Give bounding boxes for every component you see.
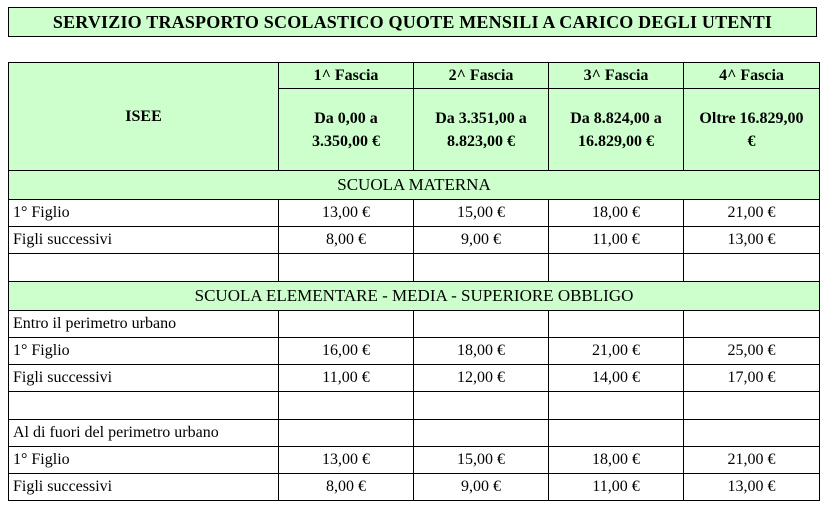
row-label: 1° Figlio — [9, 338, 279, 365]
fee-cell: 15,00 € — [414, 200, 549, 227]
blank-row — [9, 392, 820, 420]
row-label: Figli successivi — [9, 365, 279, 392]
fascia-2-header: 2^ Fascia — [414, 63, 549, 89]
section-materna — [9, 171, 820, 200]
fascia-4-header: 4^ Fascia — [684, 63, 820, 89]
fascia-1-header: 1^ Fascia — [279, 63, 414, 89]
header-row-fasce — [9, 63, 820, 89]
fee-cell: 12,00 € — [414, 365, 549, 392]
section-obbligo — [9, 282, 820, 311]
fascia-1-range — [279, 89, 414, 171]
table-row — [9, 200, 820, 227]
fee-cell: 13,00 € — [684, 227, 820, 254]
fee-cell: 13,00 € — [684, 474, 820, 501]
fee-cell: 15,00 € — [414, 447, 549, 474]
table-row — [9, 474, 820, 501]
fee-cell: 21,00 € — [684, 200, 820, 227]
fee-cell: 21,00 € — [684, 447, 820, 474]
fee-cell: 14,00 € — [549, 365, 684, 392]
fascia-2-range — [414, 89, 549, 171]
row-label: 1° Figlio — [9, 200, 279, 227]
subsection-row — [9, 420, 820, 447]
fascia-3-header: 3^ Fascia — [549, 63, 684, 89]
subsection-row — [9, 311, 820, 338]
fee-cell: 9,00 € — [414, 227, 549, 254]
table-row — [9, 227, 820, 254]
range-line: 3.350,00 € — [312, 132, 380, 150]
table-row — [9, 338, 820, 365]
fee-cell: 18,00 € — [549, 447, 684, 474]
fee-cell: 13,00 € — [279, 200, 414, 227]
fee-table — [8, 62, 820, 501]
range-line: € — [747, 132, 756, 150]
range-line: Da 3.351,00 a — [435, 109, 527, 127]
subsection-label: Al di fuori del perimetro urbano — [9, 420, 279, 447]
row-label: Figli successivi — [9, 474, 279, 501]
fee-cell: 11,00 € — [549, 227, 684, 254]
fee-cell: 11,00 € — [279, 365, 414, 392]
blank-row — [9, 254, 820, 282]
range-line: Da 8.824,00 a — [570, 109, 662, 127]
section-title: SCUOLA MATERNA — [9, 171, 820, 200]
fee-cell: 11,00 € — [549, 474, 684, 501]
fascia-4-range — [684, 89, 820, 171]
table-row — [9, 365, 820, 392]
range-line: 8.823,00 € — [447, 132, 515, 150]
range-line: Oltre 16.829,00 — [699, 109, 804, 127]
fee-cell: 25,00 € — [684, 338, 820, 365]
row-label: 1° Figlio — [9, 447, 279, 474]
isee-header: ISEE — [9, 63, 279, 171]
row-label: Figli successivi — [9, 227, 279, 254]
section-title: SCUOLA ELEMENTARE - MEDIA - SUPERIORE OBBLIGO — [9, 282, 820, 311]
fee-cell: 8,00 € — [279, 474, 414, 501]
fee-cell: 16,00 € — [279, 338, 414, 365]
range-line: 16.829,00 € — [578, 132, 654, 150]
document-title: SERVIZIO TRASPORTO SCOLASTICO QUOTE MENSILI A CARICO DEGLI UTENTI — [8, 7, 817, 37]
fee-cell: 9,00 € — [414, 474, 549, 501]
table-row — [9, 447, 820, 474]
fascia-3-range — [549, 89, 684, 171]
fee-cell: 17,00 € — [684, 365, 820, 392]
fee-cell: 8,00 € — [279, 227, 414, 254]
range-line: Da 0,00 a — [314, 109, 378, 127]
fee-cell: 18,00 € — [549, 200, 684, 227]
fee-cell: 13,00 € — [279, 447, 414, 474]
fee-cell: 21,00 € — [549, 338, 684, 365]
subsection-label: Entro il perimetro urbano — [9, 311, 279, 338]
fee-cell: 18,00 € — [414, 338, 549, 365]
